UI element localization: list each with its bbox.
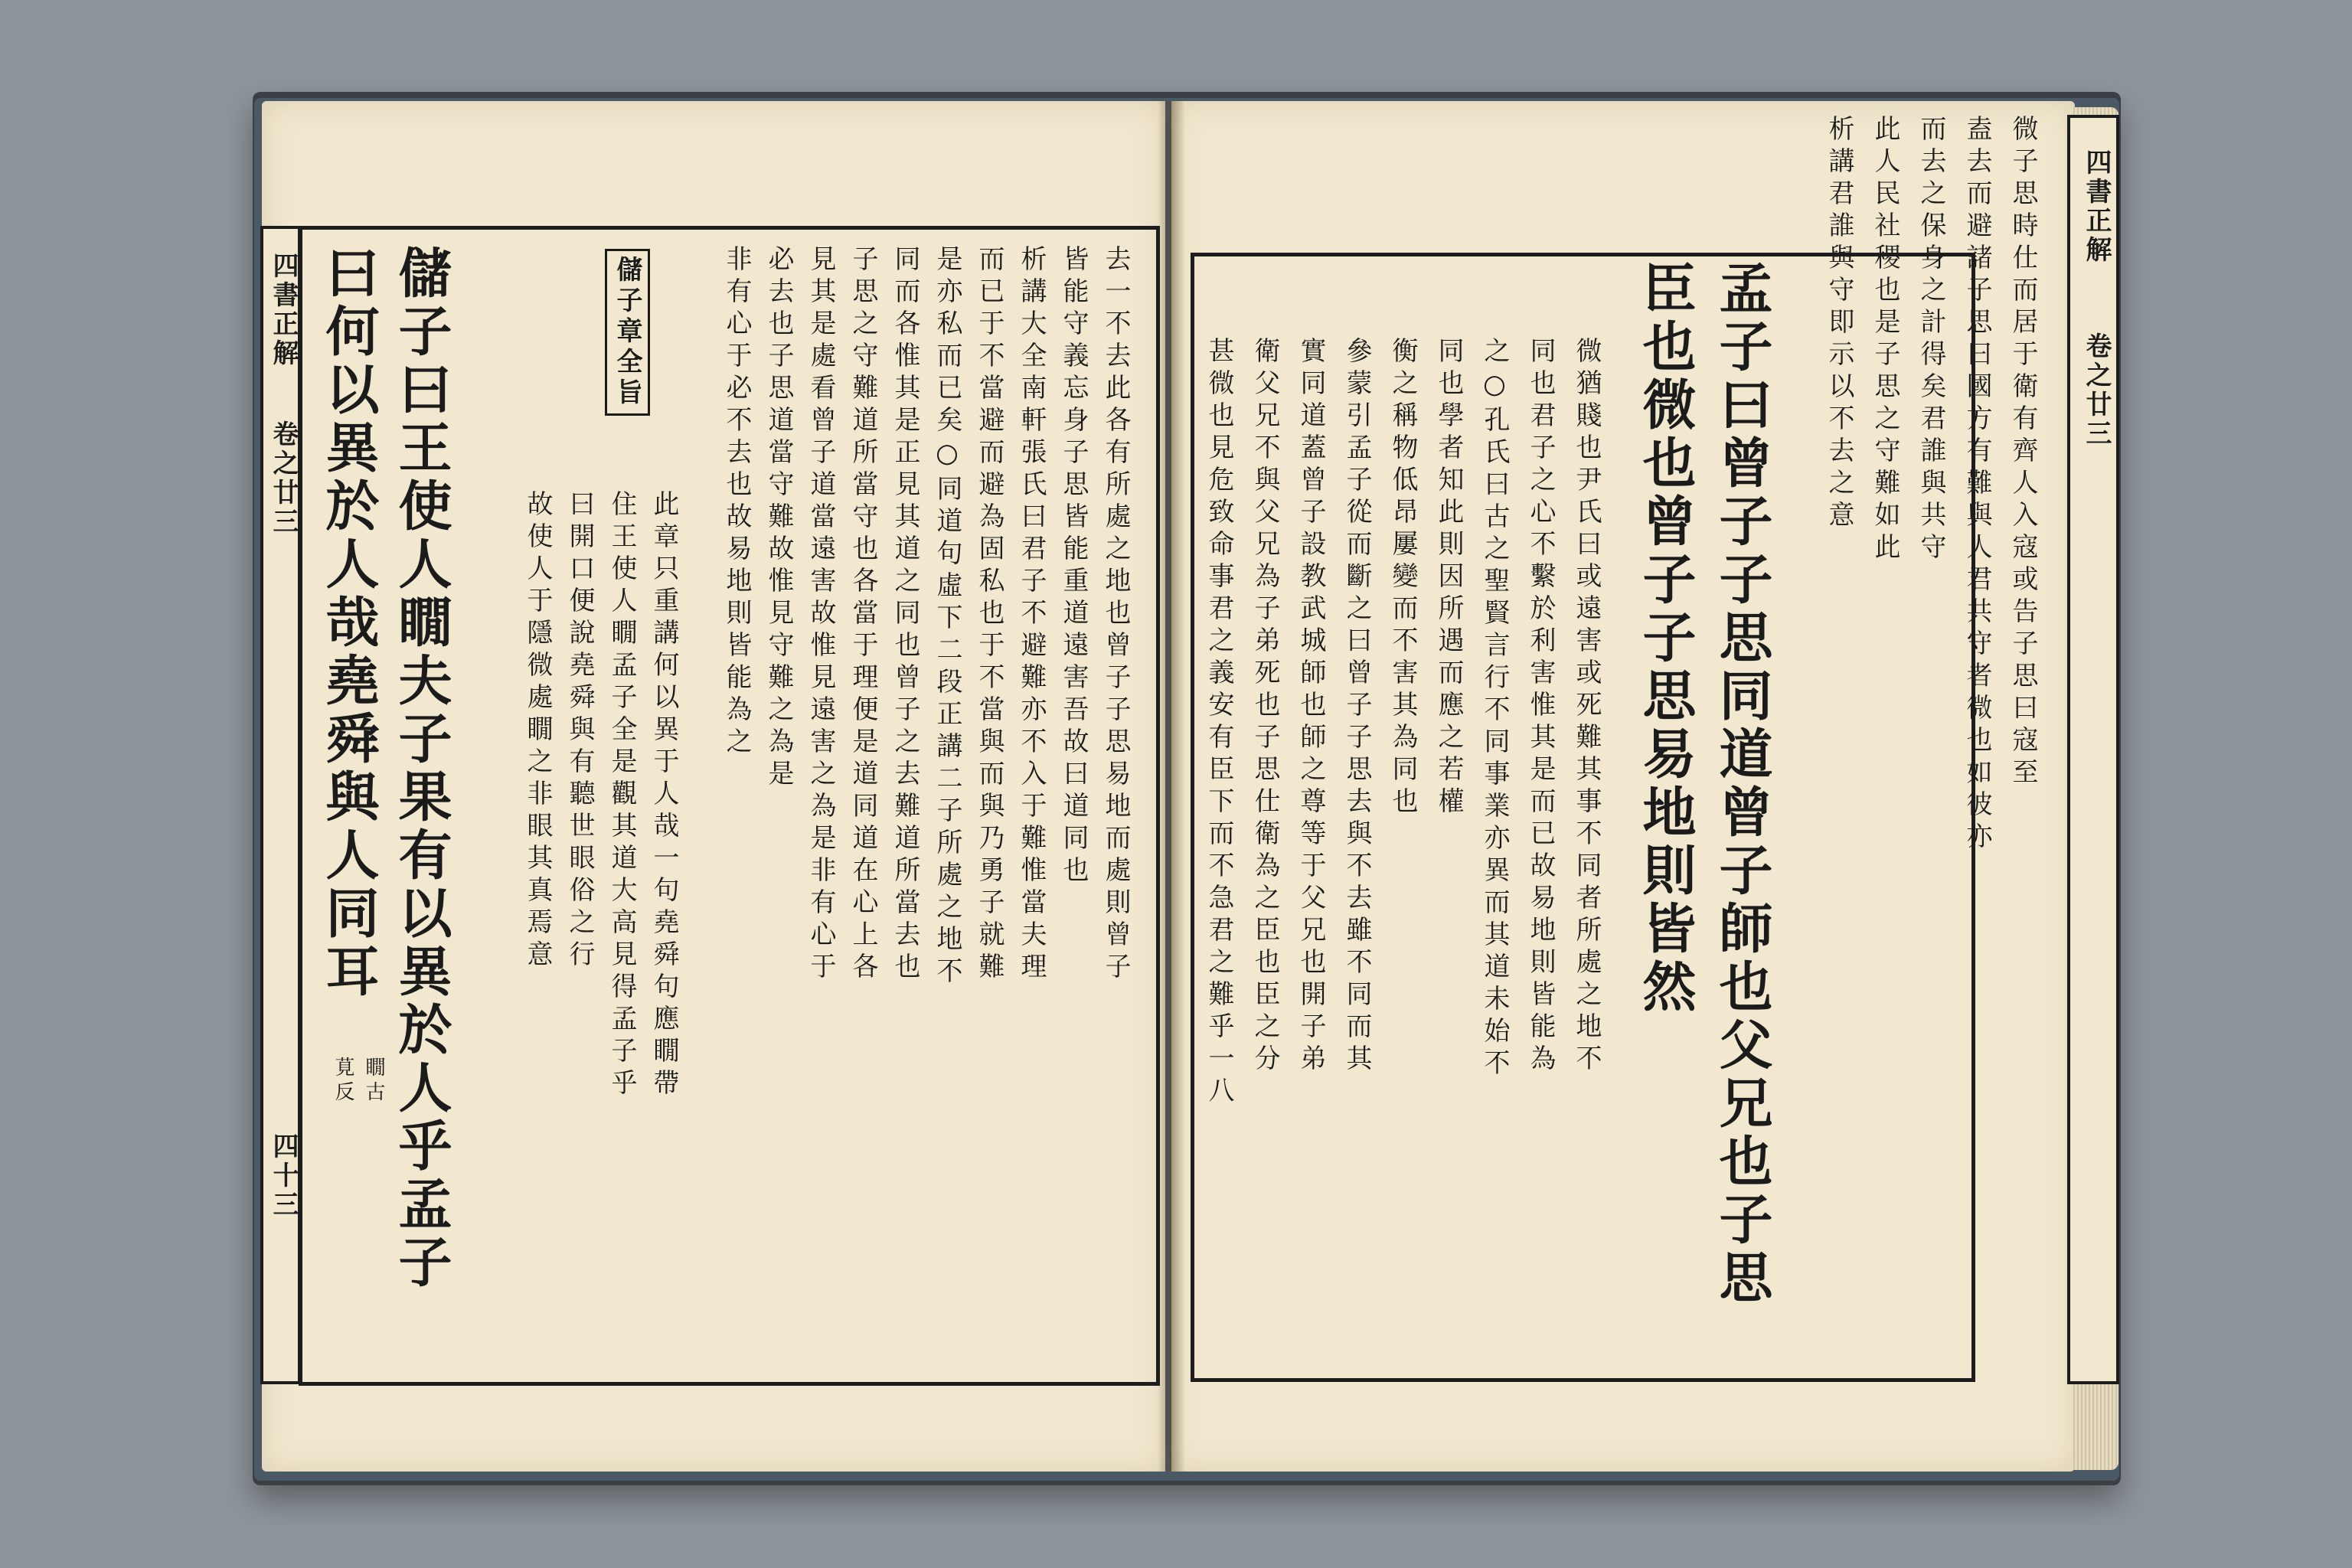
right-margin-strip xyxy=(2067,115,2119,1384)
left-commentary-col-7: 子思之守難道所當守也各當于理便是道同道在心上各 xyxy=(848,245,878,985)
book-gutter xyxy=(1158,101,1185,1472)
right-top-col-2: 盍去而避諸子思曰國方有難與人君共守者微也如彼亦 xyxy=(1962,115,1992,854)
left-margin-title: 四書正解 xyxy=(268,252,299,368)
left-margin-strip xyxy=(260,226,301,1384)
left-commentary-col-12: 住王使人瞯孟子全是觀其道大高見得孟子乎 xyxy=(606,490,637,1101)
right-commentary-col-4: 同也學者知此則因所遇而應之若權 xyxy=(1433,337,1464,819)
right-top-col-3: 而去之保身之計得矣君誰與共守 xyxy=(1916,115,1946,565)
right-commentary-col-6: 參蒙引孟子從而斷之曰曾子子思去與不去雖不同而其 xyxy=(1341,337,1372,1076)
left-commentary-col-10: 非有心于必不去也故易地則皆能為之 xyxy=(721,245,752,760)
right-main-text-1: 孟子曰曾子子思同道曾子師也父兄也子思 xyxy=(1710,260,1774,1308)
left-main-text-1: 儲子曰王使人瞯夫子果有以異於人乎孟子 xyxy=(390,245,453,1292)
right-commentary-col-5: 衡之稱物低昂屢變而不害其為同也 xyxy=(1387,337,1418,819)
left-margin-page: 四十三 xyxy=(268,1132,299,1220)
left-commentary-col-14: 故使人于隱微處瞯之非眼其真焉意 xyxy=(522,490,553,972)
left-commentary-col-8: 見其是處看曾子道當遠害故惟見遠害之為是非有心于 xyxy=(805,245,836,985)
left-commentary-col-13: 曰開口便說堯舜與有聽世眼俗之行 xyxy=(564,490,595,972)
chapter-heading-label: 儲子章全旨 xyxy=(605,249,650,416)
left-commentary-col-5: 是亦私而已矣○同道句虛下二段正講二子所處之地不 xyxy=(932,245,962,989)
left-commentary-col-3: 析講大全南軒張氏曰君子不避難亦不入于難惟當夫理 xyxy=(1016,245,1047,985)
right-main-text-2: 臣也微也曾子子思易地則皆然 xyxy=(1634,260,1697,1017)
reading-note-1: 瞯古 xyxy=(362,1057,385,1106)
right-commentary-col-2: 同也君子之心不繫於利害惟其是而已故易地則皆能為 xyxy=(1525,337,1556,1076)
right-commentary-col-9: 甚微也見危致命事君之義安有臣下而不急君之難乎一八 xyxy=(1204,337,1234,1109)
left-main-text-2: 曰何以異於人哉堯舜與人同耳 xyxy=(317,245,381,1001)
right-margin-volume: 卷之廿三 xyxy=(2081,332,2112,449)
left-commentary-col-1: 去一不去此各有所處之地也曾子子思易地而處則曾子 xyxy=(1100,245,1131,985)
reading-note-2: 莧反 xyxy=(332,1057,354,1106)
left-commentary-col-11: 此章只重講何以異于人哉一句堯舜句應瞯帶 xyxy=(648,490,679,1101)
right-top-col-4: 此人民社稷也是子思之守難如此 xyxy=(1870,115,1900,565)
right-top-col-1: 微子思時仕而居于衛有齊人入寇或告子思曰寇至 xyxy=(2007,115,2038,790)
left-commentary-col-6: 同而各惟其是正見其道之同也曾子之去難道所當去也 xyxy=(890,245,920,985)
right-commentary-col-8: 衛父兄不與父兄為子弟死也子思仕衛為之臣也臣之分 xyxy=(1250,337,1280,1076)
left-commentary-col-2: 皆能守義忘身子思皆能重道遠害吾故曰道同也 xyxy=(1058,245,1089,888)
right-commentary-col-1: 微猶賤也尹氏曰或遠害或死難其事不同者所處之地不 xyxy=(1571,337,1602,1076)
right-top-col-5: 析講君誰與守即示以不去之意 xyxy=(1824,115,1854,533)
left-margin-volume: 卷之廿三 xyxy=(268,420,299,537)
left-commentary-col-9: 必去也子思道當守難故惟見守難之為是 xyxy=(763,245,794,792)
right-commentary-col-7: 實同道蓋曾子設教武城師也師之尊等于父兄也開子弟 xyxy=(1295,337,1326,1076)
right-margin-title: 四書正解 xyxy=(2081,149,2112,265)
left-commentary-col-4: 而已于不當避而避為固私也于不當與而與乃勇子就難 xyxy=(974,245,1004,985)
right-commentary-col-3: 之○孔氏曰古之聖賢言行不同事業亦異而其道未始不 xyxy=(1479,337,1510,1081)
